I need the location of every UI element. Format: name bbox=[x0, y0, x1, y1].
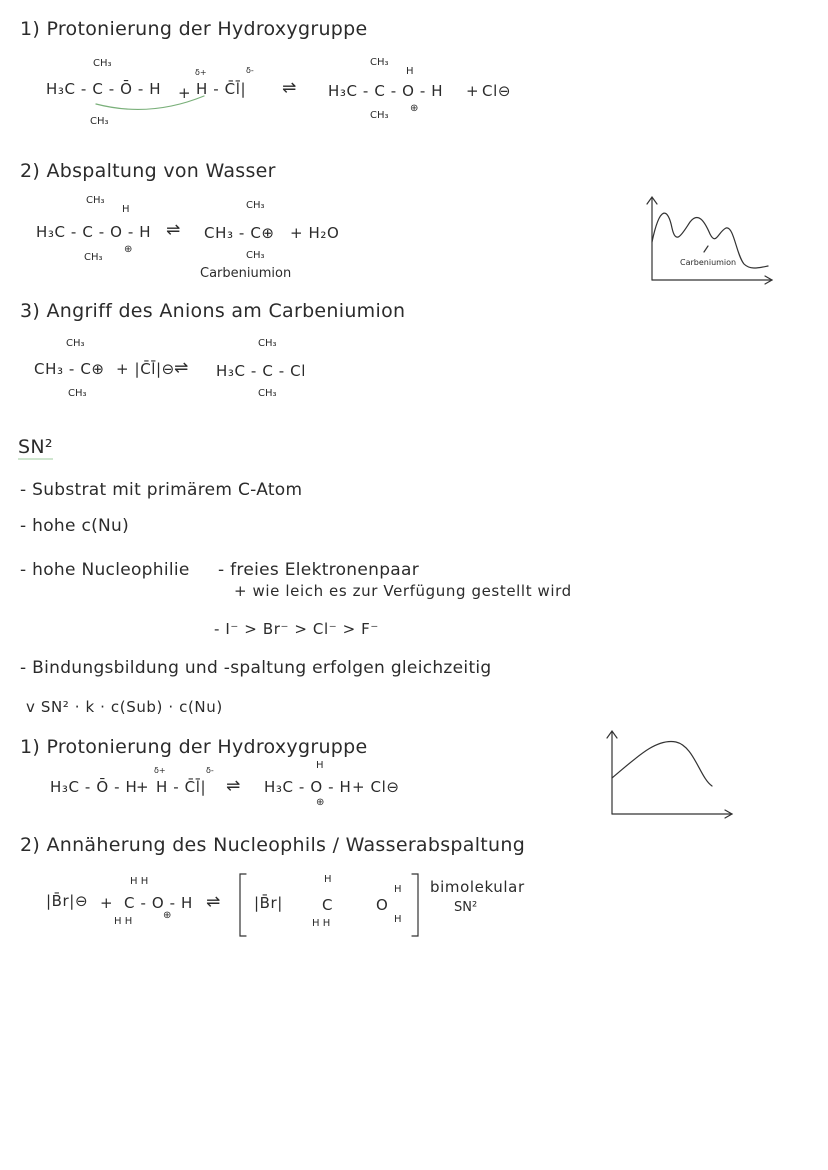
delta-minus: δ- bbox=[206, 766, 214, 775]
reactant-tert-butanol: H₃C - C - Ō - H bbox=[46, 80, 162, 98]
sn1-step1-title: 1) Protonierung der Hydroxygruppe bbox=[20, 18, 368, 40]
graph-carbeniumion-label: Carbeniumion bbox=[680, 258, 737, 267]
sn2-label: SN² bbox=[454, 900, 478, 915]
delta-minus: δ- bbox=[246, 66, 254, 75]
bullet-concentration: - hohe c(Nu) bbox=[20, 516, 130, 536]
hydrogen-bottom: H H bbox=[114, 916, 133, 927]
reactant-hcl: H - C̄l̄| bbox=[196, 80, 247, 98]
positive-charge: ⊕ bbox=[316, 797, 325, 808]
ch3-bottom: CH₃ bbox=[246, 250, 265, 261]
ch3-bottom: CH₃ bbox=[84, 252, 103, 263]
ch3-top: CH₃ bbox=[86, 195, 105, 206]
plus-sign: + bbox=[466, 82, 480, 100]
bromide-nucleophile: |B̄r|⊖ bbox=[46, 892, 89, 910]
reactant-methanol: H₃C - Ō - H bbox=[50, 778, 138, 796]
hydrogen-label: H bbox=[122, 204, 130, 215]
equilibrium-arrow: ⇌ bbox=[282, 78, 297, 98]
positive-charge: ⊕ bbox=[410, 103, 419, 114]
hydrogen-label: H bbox=[406, 66, 414, 77]
bullet-substrat: - Substrat mit primärem C-Atom bbox=[20, 480, 303, 500]
chloride-anion: + |C̄l̄|⊖ bbox=[116, 360, 175, 378]
sn2-energy-diagram bbox=[606, 728, 736, 818]
carbeniumion-label: Carbeniumion bbox=[200, 266, 292, 281]
chloride-ion: Cl⊖ bbox=[482, 82, 512, 100]
ts-bromide: |B̄r| bbox=[254, 894, 283, 912]
product-methyloxonium: H₃C - O - H bbox=[264, 778, 352, 796]
plus-sign: + bbox=[178, 84, 192, 102]
bullet-gleichzeitig: - Bindungsbildung und -spaltung erfolgen gleichzeitig bbox=[20, 658, 492, 678]
equilibrium-arrow: ⇌ bbox=[166, 220, 181, 240]
ch3-bottom: CH₃ bbox=[258, 388, 277, 399]
product-tert-butylchloride: H₃C - C - Cl bbox=[216, 362, 306, 380]
delta-plus: δ+ bbox=[154, 766, 166, 775]
ch3-top: CH₃ bbox=[370, 57, 389, 68]
reactant-carbenium: CH₃ - C⊕ bbox=[34, 360, 105, 378]
substrate-methyloxonium: C - O - H bbox=[124, 894, 193, 912]
sub-bullet-elektronenpaar: - freies Elektronenpaar bbox=[218, 560, 420, 580]
ch3-top: CH₃ bbox=[246, 200, 265, 211]
hydrogen-label: H bbox=[394, 884, 402, 895]
ch3-bottom: CH₃ bbox=[370, 110, 389, 121]
ch3-top: CH₃ bbox=[258, 338, 277, 349]
ts-carbon: C bbox=[322, 896, 334, 914]
reactant-hcl: H - C̄l̄| bbox=[156, 778, 207, 796]
rate-law: v SN² · k · c(Sub) · c(Nu) bbox=[26, 698, 223, 716]
hydrogen-label: H bbox=[324, 874, 332, 885]
sn2-step2-title: 2) Annäherung des Nucleophils / Wasserabspaltung bbox=[20, 834, 526, 856]
hydrogen-bottom: H H bbox=[312, 918, 331, 929]
sn2-step1-title: 1) Protonierung der Hydroxygruppe bbox=[20, 736, 368, 758]
water-product: + H₂O bbox=[290, 224, 340, 242]
reactant-oxonium: H₃C - C - O - H bbox=[36, 223, 152, 241]
sn1-energy-diagram bbox=[646, 194, 776, 284]
hydrogen-top: H H bbox=[130, 876, 149, 887]
ch3-top: CH₃ bbox=[93, 58, 112, 69]
equilibrium-arrow: ⇌ bbox=[174, 358, 189, 378]
sub-bullet-verfuegung: + wie leich es zur Verfügung gestellt wird bbox=[234, 582, 572, 600]
bimolekular-label: bimolekular bbox=[430, 878, 525, 896]
ch3-bottom: CH₃ bbox=[68, 388, 87, 399]
hydrogen-label: H bbox=[394, 914, 402, 925]
positive-charge: ⊕ bbox=[163, 910, 172, 921]
ch3-top: CH₃ bbox=[66, 338, 85, 349]
plus-sign: + bbox=[100, 894, 114, 912]
sn1-step2-title: 2) Abspaltung von Wasser bbox=[20, 160, 276, 182]
sn1-step3-title: 3) Angriff des Anions am Carbeniumion bbox=[20, 300, 406, 322]
ch3-bottom: CH₃ bbox=[90, 116, 109, 127]
equilibrium-arrow: ⇌ bbox=[206, 892, 221, 912]
product-carbenium: CH₃ - C⊕ bbox=[204, 224, 275, 242]
delta-plus: δ+ bbox=[195, 68, 207, 77]
positive-charge: ⊕ bbox=[124, 244, 133, 255]
hydrogen-label: H bbox=[316, 760, 324, 771]
product-oxonium: H₃C - C - O - H bbox=[328, 82, 444, 100]
sn2-heading: SN² bbox=[18, 436, 53, 458]
halide-order: - I⁻ > Br⁻ > Cl⁻ > F⁻ bbox=[214, 620, 379, 638]
chloride-ion: + Cl⊖ bbox=[352, 778, 400, 796]
ts-oxygen: O bbox=[376, 896, 389, 914]
bullet-nucleophilie: - hohe Nucleophilie bbox=[20, 560, 190, 580]
plus-sign: + bbox=[136, 778, 150, 796]
equilibrium-arrow: ⇌ bbox=[226, 776, 241, 796]
